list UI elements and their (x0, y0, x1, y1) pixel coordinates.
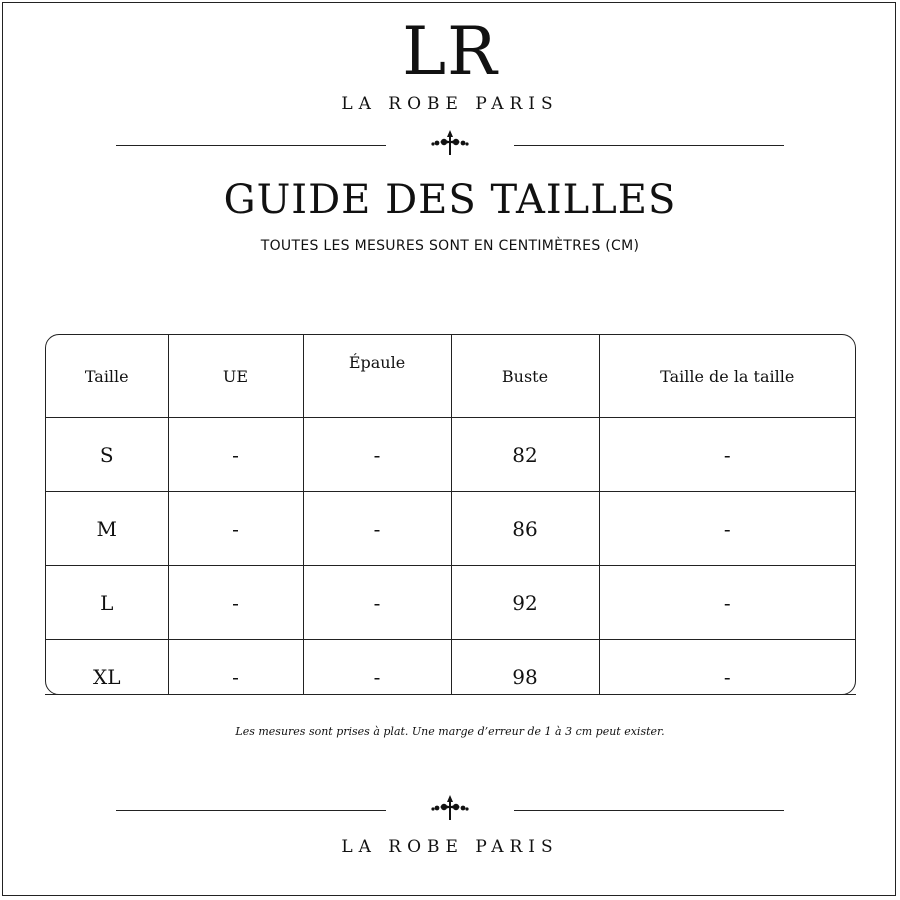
divider-left (116, 810, 386, 811)
header-eu: UE (168, 335, 303, 418)
fleur-de-lis-icon (430, 128, 470, 158)
header-shoulder: Épaule (303, 335, 451, 418)
page-title: GUIDE DES TAILLES (223, 177, 677, 223)
cell-size: XL (46, 640, 168, 696)
divider-right (514, 145, 784, 146)
size-table-container (45, 334, 856, 695)
cell-eu: - (168, 418, 303, 492)
cell-shoulder: - (303, 566, 451, 640)
cell-waist: - (599, 640, 855, 696)
table-row (46, 418, 855, 492)
cell-waist: - (599, 566, 855, 640)
cell-eu: - (168, 640, 303, 696)
table-base-line (45, 694, 856, 695)
cell-shoulder: - (303, 492, 451, 566)
cell-bust: 86 (451, 492, 599, 566)
page-subtitle: TOUTES LES MESURES SONT EN CENTIMÈTRES (CM) (260, 238, 640, 254)
table-row (46, 640, 855, 696)
cell-waist: - (599, 492, 855, 566)
cell-size: M (46, 492, 168, 566)
table-row (46, 566, 855, 640)
cell-shoulder: - (303, 418, 451, 492)
cell-eu: - (168, 566, 303, 640)
cell-eu: - (168, 492, 303, 566)
table-header-row (46, 335, 855, 418)
table-row (46, 492, 855, 566)
header-bust: Buste (451, 335, 599, 418)
header-waist: Taille de la taille (599, 335, 855, 418)
divider-left (116, 145, 386, 146)
cell-shoulder: - (303, 640, 451, 696)
footer-brand-name: LA ROBE PARIS (341, 837, 559, 857)
cell-bust: 92 (451, 566, 599, 640)
measurement-note: Les mesures sont prises à plat. Une marge d’erreur de 1 à 3 cm peut exister. (235, 725, 665, 738)
cell-bust: 98 (451, 640, 599, 696)
divider-right (514, 810, 784, 811)
cell-size: L (46, 566, 168, 640)
brand-name: LA ROBE PARIS (341, 94, 559, 114)
logo-monogram: LR (402, 13, 498, 90)
cell-bust: 82 (451, 418, 599, 492)
cell-size: S (46, 418, 168, 492)
fleur-de-lis-icon (430, 793, 470, 823)
cell-waist: - (599, 418, 855, 492)
size-table (46, 335, 855, 695)
header-size: Taille (46, 335, 168, 418)
